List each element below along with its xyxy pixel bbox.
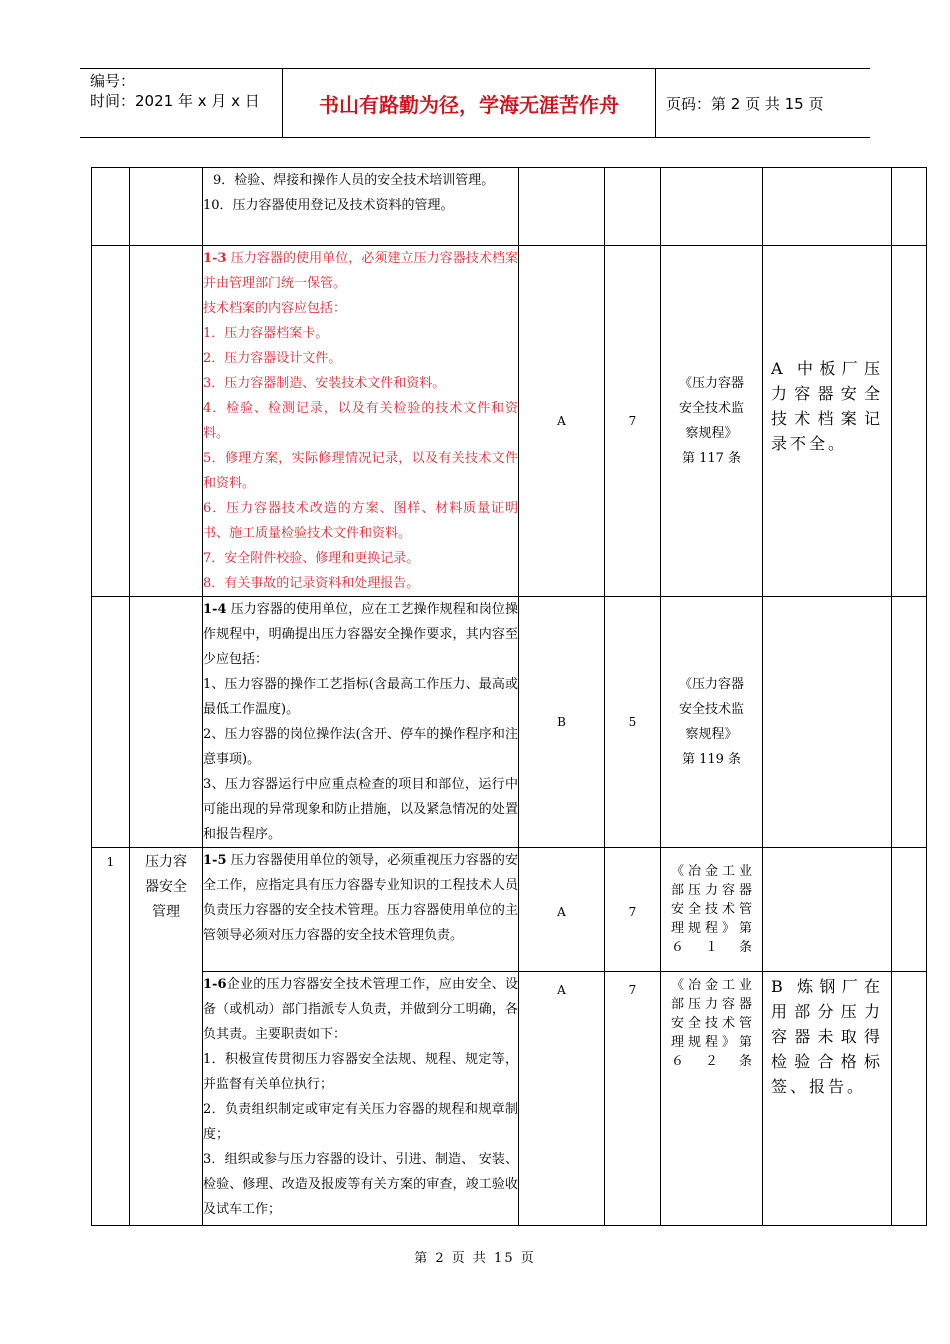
level-value: A <box>557 983 566 997</box>
level-value: A <box>557 905 566 919</box>
table-row <box>92 972 927 1226</box>
item-number: 1 <box>106 855 115 869</box>
time-label: 时间：2021 年 x 月 x 日 <box>90 92 260 110</box>
table-row <box>92 848 927 972</box>
basis-text: 《冶金工业部压力容器安全技术管理规程》第６２条 <box>671 978 754 1069</box>
category-cell <box>130 168 203 246</box>
list-item: 1．积极宣传贯彻压力容器安全法规、规程、规定等，并监督有关单位执行； <box>203 1052 518 1092</box>
level-cell <box>519 597 605 848</box>
header-meta <box>80 69 283 137</box>
clause-text: 压力容器的使用单位，必须建立压力容器技术档案并由管理部门统一保管。 <box>203 251 518 291</box>
content-cell <box>203 246 519 597</box>
content-line: 10．压力容器使用登记及技术资料的管理。 <box>203 198 454 213</box>
list-item: 2．压力容器设计文件。 <box>203 351 342 366</box>
extra-cell <box>892 246 927 597</box>
score-value: 7 <box>628 983 637 997</box>
clause-text: 压力容器的使用单位，应在工艺操作规程和岗位操作规程中，明确提出压力容器安全操作要求，其内容至少应包括： <box>203 602 518 667</box>
header-motto: 书山有路勤为径，学海无涯苦作舟 <box>283 69 656 137</box>
basis-cell <box>661 972 763 1226</box>
basis-text: 《冶金工业部压力容器安全技术管理规程》第６１条 <box>671 864 754 955</box>
list-item: 2、压力容器的岗位操作法(含开、停车的操作程序和注意事项)。 <box>203 727 518 767</box>
extra-cell <box>892 972 927 1226</box>
level-value: A <box>557 413 566 428</box>
clause-code: 1-5 <box>203 853 227 868</box>
content-cell <box>203 168 519 246</box>
table-row <box>92 168 927 246</box>
score-cell <box>605 972 661 1226</box>
basis-line: 安全技术监 <box>678 702 744 717</box>
issue-cell <box>763 168 892 246</box>
list-item: 7．安全附件校验、修理和更换记录。 <box>203 551 420 566</box>
issue-text: B 炼钢厂在用部分压力容器未取得检验合格标签、报告。 <box>771 977 883 1096</box>
list-item: 3．组织或参与压力容器的设计、引进、制造、 安装、检验、修理、改造及报废等有关方案的审查，竣工验收及试车工作； <box>203 1152 518 1217</box>
clause-code: 1-4 <box>203 602 227 617</box>
content-line: 技术档案的内容应包括： <box>203 301 347 316</box>
page-header <box>80 68 870 138</box>
basis-cell <box>661 168 763 246</box>
list-item: 1、压力容器的操作工艺指标(含最高工作压力、最高或最低工作温度)。 <box>203 677 518 717</box>
num-cell <box>92 246 130 597</box>
level-cell <box>519 246 605 597</box>
basis-cell <box>661 597 763 848</box>
basis-line: 察规程》 <box>685 727 738 742</box>
num-cell <box>92 168 130 246</box>
num-cell <box>92 597 130 848</box>
issue-text: A 中板厂压力容器安全技术档案记录不全。 <box>771 359 883 453</box>
issue-cell <box>763 848 892 972</box>
score-cell <box>605 246 661 597</box>
basis-line: 《压力容器 <box>678 677 744 692</box>
clause-code: 1-6 <box>203 977 227 992</box>
category-cell <box>130 246 203 597</box>
score-value: 5 <box>628 714 637 729</box>
list-item: 8．有关事故的记录资料和处理报告。 <box>203 576 420 591</box>
issue-cell <box>763 972 892 1226</box>
list-item: 3、压力容器运行中应重点检查的项目和部位，运行中可能出现的异常现象和防止措施，以及紧急情况的处置和报告程序。 <box>203 777 518 842</box>
level-cell <box>519 168 605 246</box>
basis-line: 安全技术监 <box>678 401 744 416</box>
score-value: 7 <box>628 905 637 919</box>
table-row <box>92 246 927 597</box>
issue-cell <box>763 597 892 848</box>
level-cell <box>519 848 605 972</box>
serial-label: 编号： <box>90 72 136 90</box>
basis-line: 《压力容器 <box>678 376 744 391</box>
basis-cell <box>661 246 763 597</box>
level-value: B <box>557 714 566 729</box>
num-cell <box>92 848 130 1226</box>
category-label: 压力容器安全管理 <box>145 854 187 920</box>
score-cell <box>605 168 661 246</box>
content-cell <box>203 848 519 972</box>
list-item: 5．修理方案，实际修理情况记录，以及有关技术文件和资料。 <box>203 451 518 491</box>
content-cell <box>203 972 519 1226</box>
category-cell <box>130 848 203 1226</box>
category-cell <box>130 597 203 848</box>
extra-cell <box>892 597 927 848</box>
list-item: 3．压力容器制造、安装技术文件和资料。 <box>203 376 446 391</box>
list-item: 1．压力容器档案卡。 <box>203 326 329 341</box>
list-item: 4．检验、检测记录，以及有关检验的技术文件和资料。 <box>203 401 518 441</box>
clause-text: 企业的压力容器安全技术管理工作，应由安全、设备（或机动）部门指派专人负责，并做到分工明确，各负其责。主要职责如下： <box>203 977 518 1042</box>
basis-line: 察规程》 <box>685 426 738 441</box>
content-line: 9．检验、焊接和操作人员的安全技术培训管理。 <box>213 173 495 188</box>
header-page-info: 页码：第 2 页 共 15 页 <box>666 94 824 113</box>
inspection-table <box>91 167 927 1226</box>
extra-cell <box>892 168 927 246</box>
basis-line: 第 119 条 <box>681 752 742 767</box>
table-row <box>92 597 927 848</box>
list-item: 2．负责组织制定或审定有关压力容器的规程和规章制度； <box>203 1102 518 1142</box>
list-item: 6．压力容器技术改造的方案、图样、材料质量证明书、施工质量检验技术文件和资料。 <box>203 501 518 541</box>
level-cell <box>519 972 605 1226</box>
score-cell <box>605 848 661 972</box>
score-value: 7 <box>628 413 637 428</box>
extra-cell <box>892 848 927 972</box>
issue-cell <box>763 246 892 597</box>
basis-cell <box>661 848 763 972</box>
clause-code: 1-3 <box>203 251 227 266</box>
content-cell <box>203 597 519 848</box>
basis-line: 第 117 条 <box>681 451 742 466</box>
clause-text: 压力容器使用单位的领导，必须重视压力容器的安全工作，应指定具有压力容器专业知识的工程技术人员负责压力容器的安全技术管理。压力容器使用单位的主管领导必须对压力容器的安全技术管理负责。 <box>203 853 518 943</box>
score-cell <box>605 597 661 848</box>
page-footer: 第 2 页 共 15 页 <box>414 1251 536 1266</box>
